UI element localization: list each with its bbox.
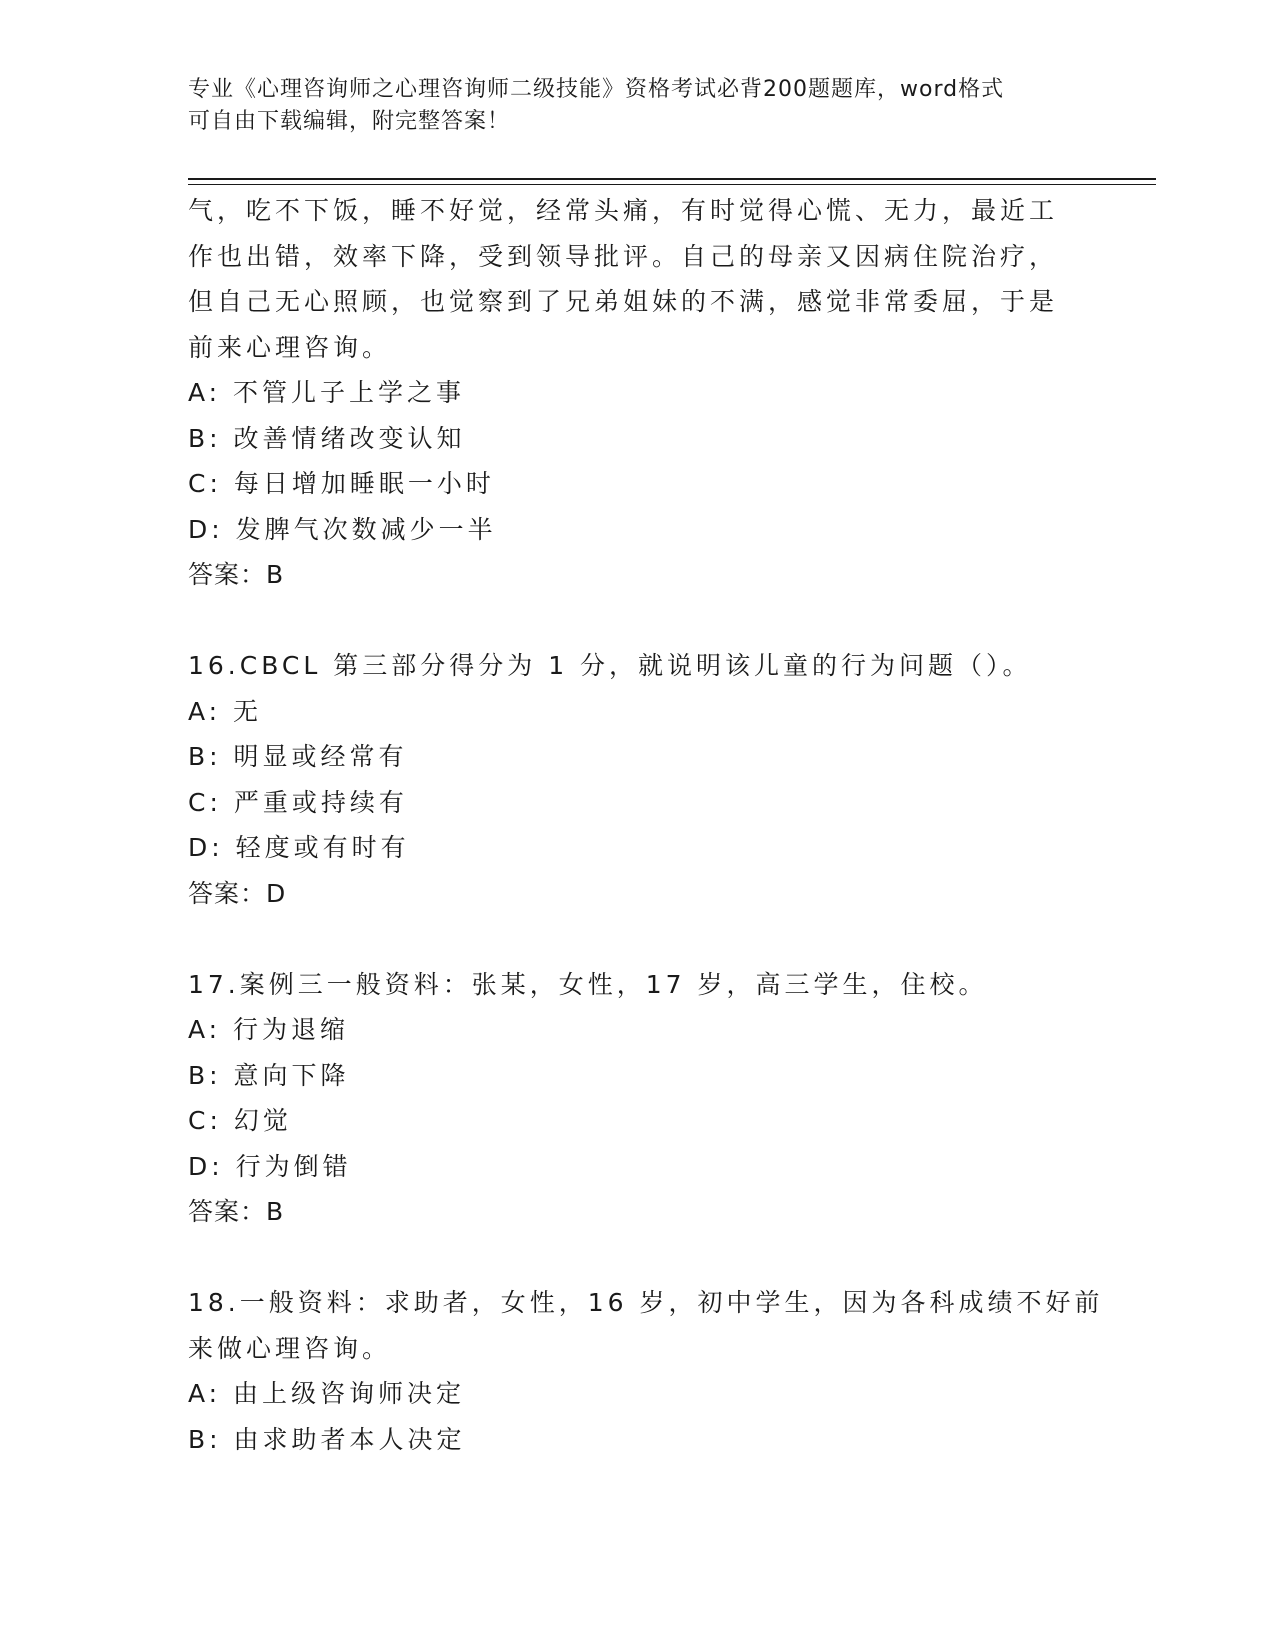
option-c: C: 每日增加睡眠一小时 bbox=[188, 469, 495, 498]
question-16 bbox=[188, 643, 1088, 916]
option-b: B: 意向下降 bbox=[188, 1060, 350, 1090]
question-17 bbox=[188, 962, 1088, 1235]
option-d: D: 轻度或有时有 bbox=[188, 833, 410, 862]
question-text-line: 作也出错，效率下降，受到领导批评。自己的母亲又因病住院治疗， bbox=[188, 241, 1059, 271]
document-body bbox=[188, 188, 1104, 1462]
option-c: C: 严重或持续有 bbox=[188, 787, 408, 817]
question-text-line: 但自己无心照顾，也觉察到了兄弟姐妹的不满，感觉非常委屈，于是 bbox=[188, 287, 1059, 316]
option-d: D: 行为倒错 bbox=[188, 1151, 352, 1181]
header-line-2: 可自由下载编辑，附完整答案！ bbox=[188, 109, 511, 134]
question-18 bbox=[188, 1280, 1104, 1462]
spacer bbox=[188, 916, 1088, 962]
option-a: A: 行为退缩 bbox=[188, 1015, 350, 1044]
option-a: A: 不管儿子上学之事 bbox=[188, 378, 466, 407]
spacer bbox=[188, 598, 1088, 644]
question-text-line: 前来心理咨询。 bbox=[188, 332, 392, 362]
answer: 答案：D bbox=[188, 878, 287, 908]
option-a: A: 由上级咨询师决定 bbox=[188, 1379, 466, 1408]
page-header bbox=[188, 74, 1068, 138]
option-b: B: 由求助者本人决定 bbox=[188, 1424, 466, 1454]
header-rule-thin bbox=[188, 184, 1156, 185]
question-text-line: 来做心理咨询。 bbox=[188, 1333, 392, 1363]
header-line-1: 专业《心理咨询师之心理咨询师二级技能》资格考试必背200题题库，word格式 bbox=[188, 77, 1005, 102]
header-rule-thick bbox=[188, 178, 1156, 180]
question-text-line: 16.CBCL 第三部分得分为 1 分，就说明该儿童的行为问题（）。 bbox=[188, 651, 1032, 680]
question-text-line: 17.案例三一般资料：张某，女性，17 岁，高三学生，住校。 bbox=[188, 969, 988, 999]
option-a: A: 无 bbox=[188, 696, 263, 726]
question-15-continuation bbox=[188, 188, 1088, 598]
option-c: C: 幻觉 bbox=[188, 1106, 292, 1135]
spacer bbox=[188, 1235, 1088, 1281]
answer: 答案：B bbox=[188, 1197, 285, 1226]
question-text-line: 气，吃不下饭，睡不好觉，经常头痛，有时觉得心慌、无力，最近工 bbox=[188, 196, 1059, 225]
answer: 答案：B bbox=[188, 560, 285, 589]
question-text-line: 18.一般资料：求助者，女性，16 岁，初中学生，因为各科成绩不好前 bbox=[188, 1288, 1104, 1317]
option-d: D: 发脾气次数减少一半 bbox=[188, 514, 497, 544]
option-b: B: 改善情绪改变认知 bbox=[188, 423, 466, 453]
option-b: B: 明显或经常有 bbox=[188, 742, 408, 771]
